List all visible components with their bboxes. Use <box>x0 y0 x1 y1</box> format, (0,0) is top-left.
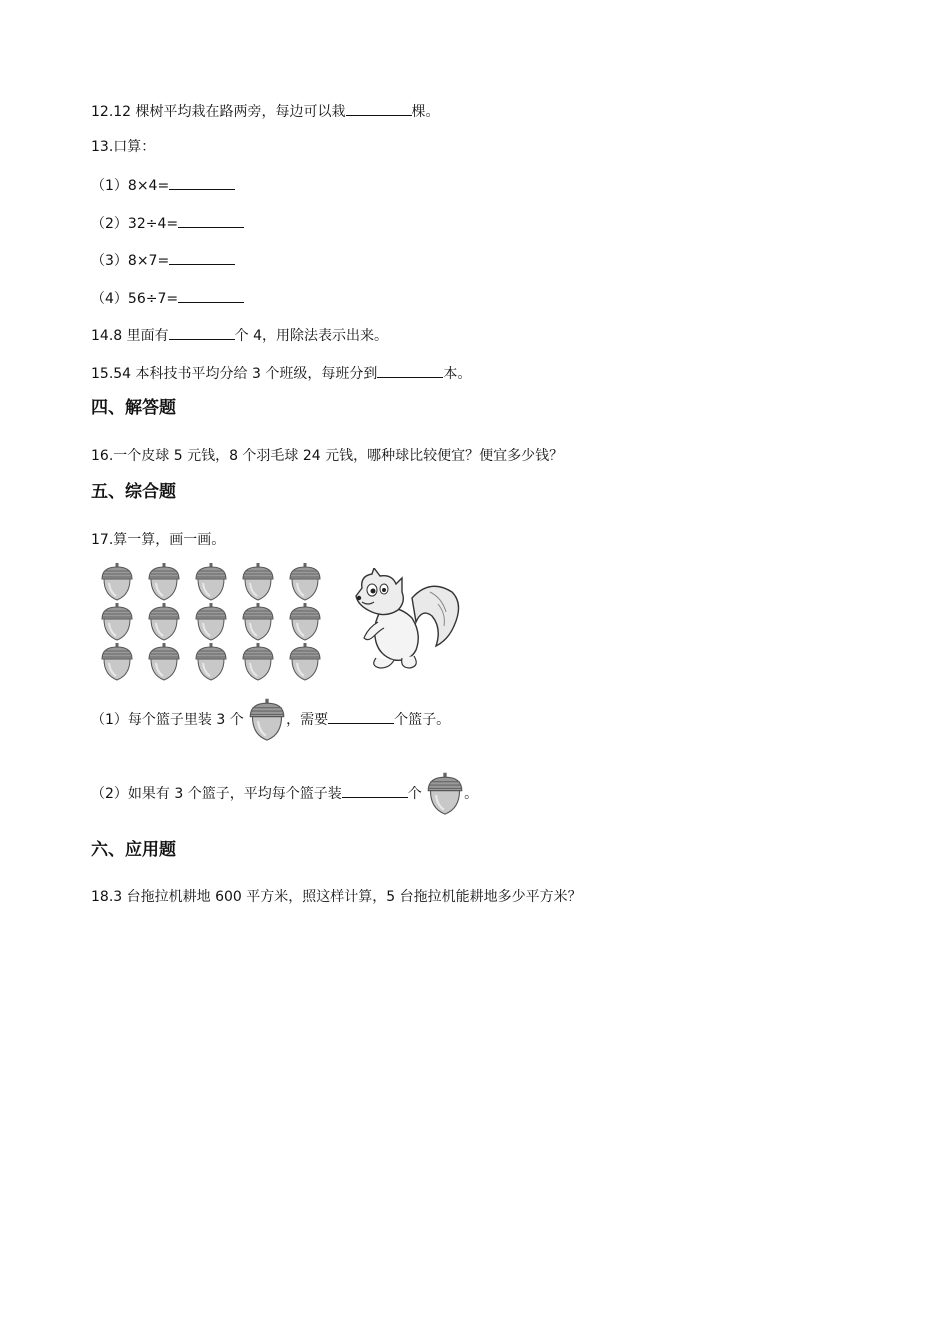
section-heading-6: 六、应用题 <box>91 840 176 860</box>
question-17-title: 17.算一算，画一画。 <box>91 532 226 548</box>
answer-blank[interactable] <box>346 100 412 116</box>
acorn-icon <box>194 563 228 601</box>
section-heading-5: 五、综合题 <box>91 482 176 502</box>
acorn-icon <box>194 643 228 681</box>
acorn-icon <box>241 603 275 641</box>
acorn-icon <box>241 563 275 601</box>
question-14: 14.8 里面有 个 4，用除法表示出来。 <box>91 324 388 346</box>
question-13-item-4: （4）56÷7= <box>91 287 244 309</box>
acorn-icon <box>147 603 181 641</box>
acorn-grid <box>100 563 330 681</box>
question-18: 18.3 台拖拉机耕地 600 平方米，照这样计算，5 台拖拉机能耕地多少平方米？ <box>91 889 582 905</box>
question-16: 16.一个皮球 5 元钱，8 个羽毛球 24 元钱，哪种球比较便宜？便宜多少钱？ <box>91 448 564 464</box>
section-heading-4: 四、解答题 <box>91 398 176 418</box>
answer-blank[interactable] <box>377 362 443 378</box>
question-17-sub-2: （2）如果有 3 个篮子，平均每个篮子装 个 。 <box>91 771 478 817</box>
acorn-icon <box>100 603 134 641</box>
acorn-icon <box>426 771 464 817</box>
acorn-icon <box>147 643 181 681</box>
question-13-item-2: （2）32÷4= <box>91 212 244 234</box>
question-13-title: 13.口算： <box>91 139 156 155</box>
acorn-icon <box>147 563 181 601</box>
squirrel-image <box>350 568 465 673</box>
answer-blank[interactable] <box>178 287 244 303</box>
acorn-icon <box>288 563 322 601</box>
answer-blank[interactable] <box>342 782 408 798</box>
acorn-icon <box>241 643 275 681</box>
answer-blank[interactable] <box>169 174 235 190</box>
acorn-icon <box>248 697 286 743</box>
question-13-item-3: （3）8×7= <box>91 249 235 271</box>
question-17-sub-1: （1）每个篮子里装 3 个 ，需要 个篮子。 <box>91 697 450 743</box>
acorn-icon <box>288 603 322 641</box>
question-15: 15.54 本科技书平均分给 3 个班级，每班分到 本。 <box>91 362 471 384</box>
question-13-item-1: （1）8×4= <box>91 174 235 196</box>
answer-blank[interactable] <box>169 249 235 265</box>
acorn-icon <box>100 643 134 681</box>
question-12: 12.12 棵树平均栽在路两旁，每边可以栽 棵。 <box>91 100 440 122</box>
acorn-icon <box>100 563 134 601</box>
answer-blank[interactable] <box>328 708 394 724</box>
answer-blank[interactable] <box>169 324 235 340</box>
acorn-icon <box>194 603 228 641</box>
acorn-icon <box>288 643 322 681</box>
answer-blank[interactable] <box>178 212 244 228</box>
